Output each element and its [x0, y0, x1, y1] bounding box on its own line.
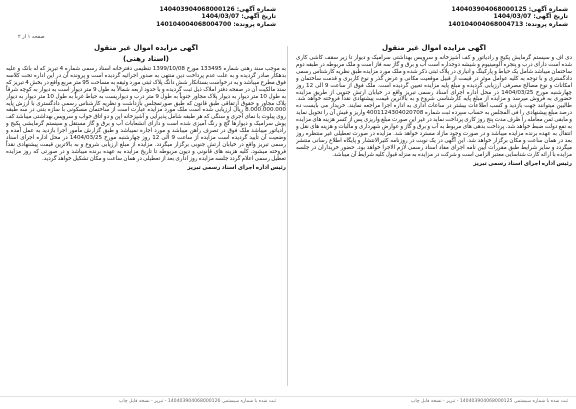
left-notice-title: آگهی مزایده اموال غیر منقول — [93, 44, 199, 52]
header-right-block — [448, 6, 568, 28]
right-notice-signature: رئیس اداره اجرای اسناد رسمی تبریز — [473, 160, 572, 167]
footer-right: ثبت شده با شماره سیستمی 140403904068000125 - تبریز - نسخه قابل چاپ — [411, 399, 568, 404]
right-notice-number: شماره آگهی: 140403904068000125 — [451, 6, 568, 13]
page-footer — [0, 396, 576, 409]
right-notice-column — [296, 44, 572, 392]
left-notice-column — [6, 44, 286, 392]
footer-left: ثبت شده با شماره سیستمی 140403904068000126 - تبریز - نسخه قابل چاپ — [119, 399, 276, 404]
left-notice-body: به موجب سند رهنی شماره 133495 مورخ 1399/10/08 تنظیمی دفترخانه اسناد رسمی شماره 4 تبریز که له بانک و علیه بدهکار صادر گردیده و به علت عدم پرداخت دین منتهی به صدور اجرائیه گردیده است و پرونده آن در این اداره تحت کلاسه فوق مطرح میباشد و به درخواست بستانکار شش دانگ پلاک ثبتی مورد وثیقه به مساحت 95 متر مربع واقع در بخش 4 تبریز که سند مالکیت آن در صفحه دفتر املاک ذیل ثبت گردیده و با حدود اربعه شمالاً به طول 9 متر دیوار است به دیوار به کوچه شرقاً به طول 10 متر دیوار به دیوار پلاک مجاور جنوباً به طول 9 متر درب و دیواریست به حیاط غرباً به طول 10 متر دیوار به دیوار پلاک مجاور و حقوق ارتفاقی طبق قانون که طبق صورتمجلس بازداشت و نظریه کارشناس رسمی دادگستری با ارزش پایه 8.000.000.000 ریال ارزیابی شده است ملک مورد مزایده عبارت است از ساختمان مسکونی با سازه بتنی در سه طبقه روی پیلوت با نمای آجری و سنگی که هر طبقه شامل پذیرایی و آشپزخانه اپن و دو اتاق خواب و سرویس بهداشتی میباشد کف پوش سرامیک و دیوارها گچ و رنگ آمیزی شده است و دارای انشعابات آب و برق و گاز مستقل و سیستم گرمایشی پکیج و رادیاتور میباشد ملک فوق در تصرف راهن میباشد و مورد اجاره نمیباشد و طبق گزارش مأمور اجرا بازدید به عمل آمده و وضعیت آن تأیید گردیده است مزایده از ساعت 9 الی 12 روز چهارشنبه مورخ 1404/03/25 در محل اداره اجرای اسناد رسمی تبریز واقع در خیابان ارتش جنوبی برگزار میگردد. مزایده از مبلغ ارزیابی شروع و به بالاترین قیمت پیشنهادی نقداً فروخته میشود. کلیه هزینه های قانونی و دیون مربوطه تا تاریخ مزایده به عهده برنده میباشد و در صورتی که روز مزایده تعطیل رسمی اعلام گردد جلسه مزایده روز اداری بعد از تعطیلی در همان ساعت و مکان تشکیل خواهد گردید. — [6, 66, 286, 162]
page-number: صفحه ۱ از ۲ — [18, 34, 45, 40]
left-case-number: شماره پرونده: 140104004068004700 — [156, 20, 276, 28]
page-header — [0, 4, 576, 44]
left-notice-subtitle: (اسناد رهنی) — [122, 55, 170, 63]
right-notice-body: دی اف و سیستم گرمایش پکیج و رادیاتور و کف آشپزخانه و سرویس بهداشتی سرامیک و دیوار تا زیر سقف کاشی کاری شده است دارای درب و پنجره آلومینیوم و شیشه دوجداره است آب و برق و گاز سه فاز است و ملک مربوطه در طبقه دوم ساختمان میباشد شامل یک حیاط و پارکینگ و انباری در پلاک ثبتی ذکر شده و ملک مورد مزایده طبق نظریه کارشناس رسمی دادگستری و با توجه به کلیه عوامل موثر در قیمت از قبیل موقعیت مکانی و عرض گذر و نوع کاربری و قدمت ساختمان و امکانات و نوع مصالح مصرفی ارزیابی گردیده و مبلغ پایه مزایده تعیین گردیده است. ملک فوق از ساعت 9 الی 12 روز چهارشنبه مورخ 1404/03/25 در محل اداره اجرای اسناد رسمی تبریز واقع در خیابان ارتش جنوبی از طریق مزایده حضوری به فروش میرسد و مزایده از مبلغ پایه کارشناسی شروع و به بالاترین قیمت پیشنهادی نقداً فروخته خواهد شد. طالبین میتوانند جهت بازدید و کسب اطلاعات بیشتر در ساعات اداری به اداره اجرا مراجعه نمایند. خریدار می بایست ده درصد مبلغ پیشنهادی را فی المجلس به حساب سپرده ثبت شماره 4001124304020708 واریز و فیش آن را تحویل نماید و مابقی ثمن معامله را ظرف مدت پنج روز کاری پرداخت نماید در غیر این صورت مبلغ واریزی پس از کسر هزینه های مزایده به نفع دولت ضبط خواهد شد. پرداخت بدهی های مربوط به آب و برق و گاز و عوارض شهرداری و مالیات و هزینه های نقل و انتقال به عهده برنده مزایده میباشد و در صورت وجود مازاد مسترد خواهد شد. مزایده در صورت تعطیلی غیر منتظره روز بعد در همان ساعت و مکان برگزار خواهد شد. این آگهی در یک نوبت در روزنامه کثیرالانتشار و پایگاه اطلاع رسانی منتشر میگردد و سایر شرایط طبق مقررات آیین نامه اجرای مفاد اسناد رسمی لازم الاجرا خواهد بود. حضور خریداران در جلسه مزایده با ارائه کارت شناسایی معتبر الزامی است و شرکت در مزایده به منزله قبول کلیه شرایط آن میباشد. — [296, 55, 572, 158]
header-left-block — [156, 6, 276, 28]
left-notice-signature: رئیس اداره اجرای اسناد رسمی تبریز — [187, 164, 286, 171]
left-notice-number: شماره آگهی: 140403904068000126 — [159, 6, 276, 13]
column-divider — [287, 46, 288, 386]
right-notice-date: تاریخ آگهی: 1404/03/07 — [493, 13, 568, 21]
right-case-number: شماره پرونده: 140104004068004713 — [448, 20, 568, 28]
right-notice-title: آگهی مزایده اموال غیر منقول — [381, 44, 487, 52]
left-notice-date: تاریخ آگهی: 1404/03/07 — [201, 13, 276, 21]
